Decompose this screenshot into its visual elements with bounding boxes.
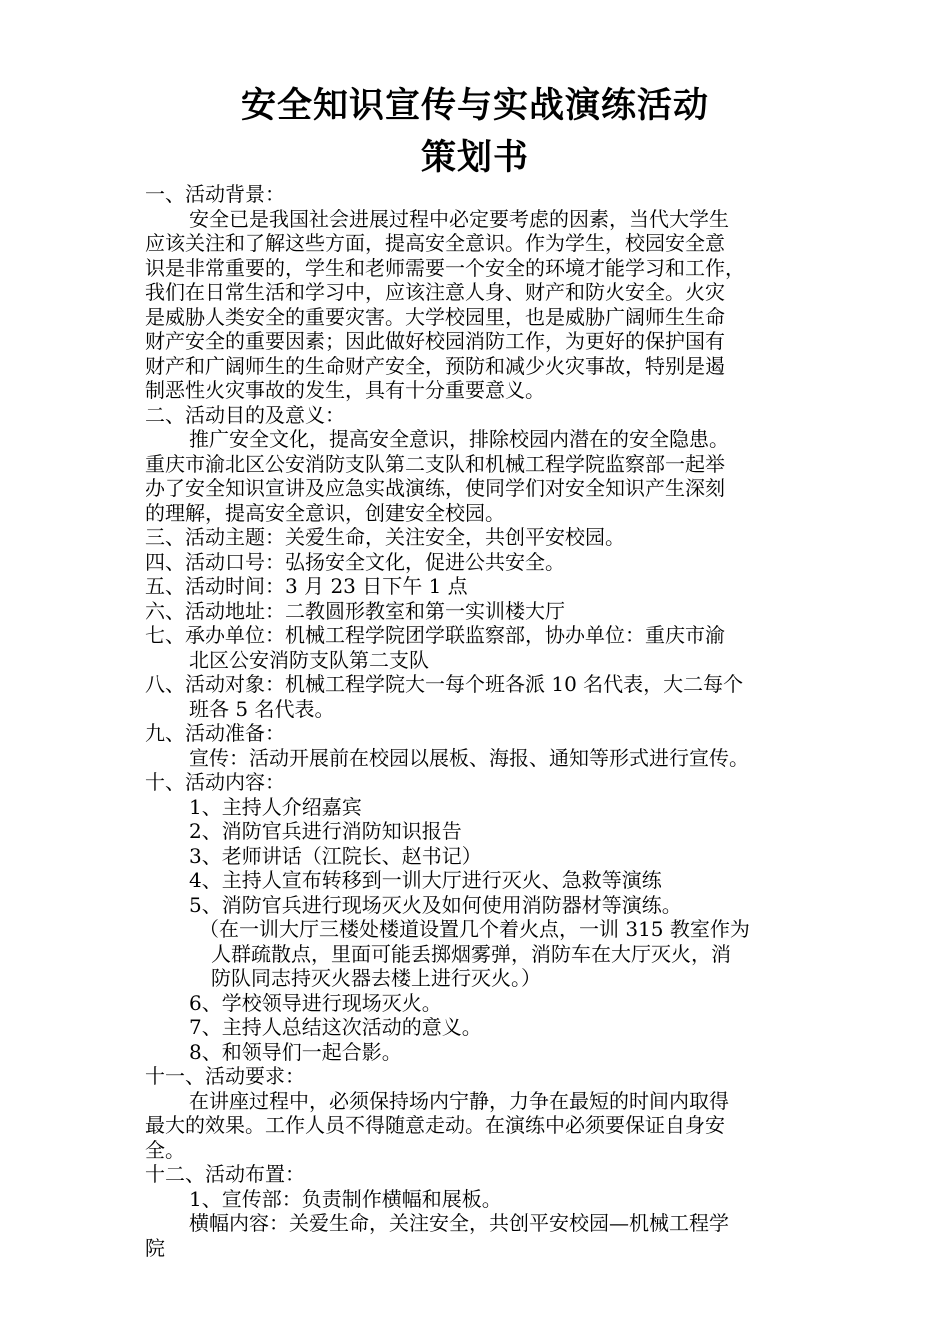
section-heading: 一、活动背景： [145, 182, 285, 206]
list-item: 4、主持人宣布转移到一训大厅进行灭火、急救等演练 [189, 868, 662, 892]
paragraph-line: 横幅内容：关爱生命，关注安全，共创平安校园—机械工程学 [189, 1211, 729, 1235]
section-heading: 十二、活动布置： [145, 1162, 305, 1186]
note-line: （在一训大厅三楼处楼道设置几个着火点，一训 315 教室作为 [199, 917, 750, 941]
paragraph-line: 识是非常重要的，学生和老师需要一个安全的环境才能学习和工作， [145, 255, 745, 280]
section-heading: 九、活动准备： [145, 721, 285, 745]
section-slogan: 四、活动口号：弘扬安全文化，促进公共安全。 [145, 549, 565, 574]
paragraph-line: 应该关注和了解这些方面，提高安全意识。作为学生，校园安全意 [145, 231, 725, 255]
note-line: 防队同志持灭火器去楼上进行灭火。） [211, 966, 541, 990]
note-line: 人群疏散点，里面可能丢掷烟雾弹，消防车在大厅灭火，消 [211, 941, 731, 966]
section-organizer: 七、承办单位：机械工程学院团学联监察部，协办单位：重庆市渝 [145, 623, 725, 647]
section-heading: 二、活动目的及意义： [145, 402, 345, 427]
list-item: 7、主持人总结这次活动的意义。 [189, 1015, 482, 1039]
list-item: 3、老师讲话（江院长、赵书记） [189, 843, 482, 868]
section-heading: 十、活动内容： [145, 770, 285, 794]
paragraph-line: 最大的效果。工作人员不得随意走动。在演练中必须要保证自身安 [145, 1113, 725, 1137]
document-subtitle: 策划书 [420, 137, 529, 178]
document-title: 安全知识宣传与实战演练活动 [240, 85, 709, 126]
list-item: 6、学校领导进行现场灭火。 [189, 990, 442, 1015]
paragraph-line: 的理解，提高安全意识，创建安全校园。 [145, 500, 505, 525]
document-body [145, 182, 813, 1260]
paragraph-line: 我们在日常生活和学习中，应该注意人身、财产和防火安全。火灾 [145, 280, 725, 304]
paragraph-line: 安全已是我国社会进展过程中必定要考虑的因素，当代大学生 [189, 206, 729, 231]
section-audience: 八、活动对象：机械工程学院大一每个班各派 10 名代表，大二每个 [145, 672, 744, 696]
list-item: 8、和领导们一起合影。 [189, 1039, 402, 1064]
paragraph-line: 财产安全的重要因素；因此做好校园消防工作，为更好的保护国有 [145, 329, 725, 353]
list-item: 1、宣传部：负责制作横幅和展板。 [189, 1186, 502, 1211]
paragraph-line: 办了安全知识宣讲及应急实战演练，使同学们对安全知识产生深刻 [145, 476, 725, 500]
paragraph-line: 财产和广阔师生的生命财产安全，预防和减少火灾事故，特别是遏 [145, 353, 725, 378]
section-theme: 三、活动主题：关爱生命，关注安全，共创平安校园。 [145, 525, 625, 549]
paragraph-line: 重庆市渝北区公安消防支队第二支队和机械工程学院监察部一起举 [145, 451, 725, 476]
paragraph-line: 全。 [145, 1137, 185, 1162]
paragraph-line: 是威胁人类安全的重要灾害。大学校园里，也是威胁广阔师生生命 [145, 304, 725, 329]
paragraph-line: 制恶性火灾事故的发生，具有十分重要意义。 [145, 378, 545, 402]
section-organizer-cont: 北区公安消防支队第二支队 [189, 647, 429, 672]
paragraph-line: 院 [145, 1235, 165, 1260]
section-time: 五、活动时间：3 月 23 日下午 1 点 [145, 574, 468, 598]
list-item: 1、主持人介绍嘉宾 [189, 794, 362, 819]
paragraph-line: 宣传：活动开展前在校园以展板、海报、通知等形式进行宣传。 [189, 745, 749, 770]
list-item: 5、消防官兵进行现场灭火及如何使用消防器材等演练。 [189, 892, 682, 917]
paragraph-line: 在讲座过程中，必须保持场内宁静，力争在最短的时间内取得 [189, 1088, 729, 1113]
section-location: 六、活动地址：二教圆形教室和第一实训楼大厅 [145, 598, 565, 623]
paragraph-line: 推广安全文化，提高安全意识，排除校园内潜在的安全隐患。 [189, 427, 729, 451]
list-item: 2、消防官兵进行消防知识报告 [189, 819, 462, 843]
section-heading: 十一、活动要求： [145, 1064, 305, 1088]
section-audience-cont: 班各 5 名代表。 [189, 696, 335, 721]
